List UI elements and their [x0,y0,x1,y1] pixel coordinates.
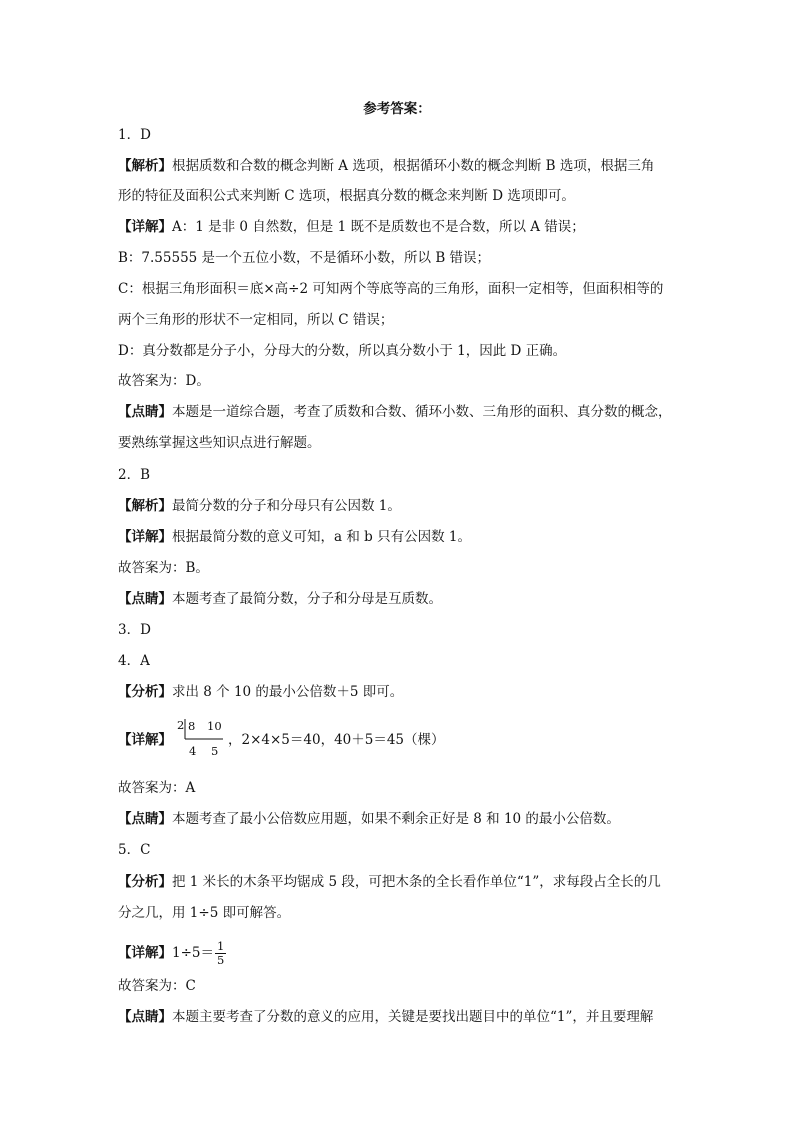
detail-text-b: B：7.55555 是一个五位小数，不是循环小数，所以 B 错误； [118,250,491,266]
answer-3-heading: 3．D [118,622,151,638]
detail-text-d: D：真分数都是分子小，分母大的分数，所以真分数小于 1，因此 D 正确。 [118,343,567,359]
answer-2-detail [118,528,688,546]
ladder-top-left: 8 [188,719,196,733]
answer-2-comment [118,590,688,608]
detail-text: A：1 是非 0 自然数，但是 1 既不是质数也不是合数，所以 A 错误； [172,219,585,235]
detail-text-c: C：根据三角形面积＝底×高÷2 可知两个等底等高的三角形，面积一定相等，但面积相等的 [118,281,664,297]
answer-1-result: 故答案为：D。 [118,373,210,389]
answer-4-result: 故答案为：A [118,780,196,796]
fraction [215,940,226,967]
label-jiexi: 【解析】 [118,498,172,514]
answer-5-result: 故答案为：C [118,978,196,994]
comment-text: 本题主要考查了分数的意义的应用，关键是要找出题目中的单位“1”，并且要理解 [172,1009,654,1025]
answer-1-heading: 1．D [118,127,151,143]
label-xiangjie: 【详解】 [118,732,172,748]
detail-text-c-cont: 两个三角形的形状不一定相同，所以 C 错误； [118,312,394,328]
answer-5-detail [118,940,688,967]
ladder-bottom-left: 4 [189,744,197,758]
answer-4-heading: 4．A [118,653,150,669]
analysis-text: 根据质数和合数的概念判断 A 选项，根据循环小数的概念判断 B 选项，根据三角 [172,158,655,174]
answer-5-comment [118,1008,688,1026]
page-title: 参考答案： [363,101,431,117]
ladder-bottom-right: 5 [211,744,219,758]
short-division-ladder [175,716,225,760]
comment-text: 本题是一道综合题，考查了质数和合数、循环小数、三角形的面积、真分数的概念， [172,404,672,420]
label-fenxi: 【分析】 [118,874,172,890]
label-fenxi: 【分析】 [118,684,172,700]
label-xiangjie: 【详解】 [118,945,172,961]
label-dianjing: 【点睛】 [118,591,172,607]
answer-2-analysis [118,497,688,515]
analysis-text: 把 1 米长的木条平均锯成 5 段，可把木条的全长看作单位“1”，求每段占全长的几 [172,874,661,890]
label-dianjing: 【点睛】 [118,811,172,827]
answer-5-heading: 5．C [118,842,151,858]
comment-text: 本题考查了最小公倍数应用题，如果不剩余正好是 8 和 10 的最小公倍数。 [172,811,620,827]
label-dianjing: 【点睛】 [118,1009,172,1025]
analysis-text: 求出 8 个 10 的最小公倍数＋5 即可。 [172,684,404,700]
answer-1-analysis [118,157,688,175]
label-xiangjie: 【详解】 [118,529,172,545]
fraction-numerator: 1 [217,939,225,953]
answer-4-comment [118,810,688,828]
ladder-divisor: 2 [177,718,185,732]
comment-text: 本题考查了最简分数，分子和分母是互质数。 [172,591,442,607]
answer-2-result: 故答案为：B。 [118,560,209,576]
label-jiexi: 【解析】 [118,158,172,174]
detail-text: 1÷5＝ [172,945,214,961]
answer-5-analysis [118,873,688,891]
label-dianjing: 【点睛】 [118,404,172,420]
label-xiangjie: 【详解】 [118,219,172,235]
answer-1-comment [118,403,688,421]
analysis-text: 最简分数的分子和分母只有公因数 1。 [172,498,401,514]
detail-text: 根据最简分数的意义可知，a 和 b 只有公因数 1。 [172,529,471,545]
fraction-denominator: 5 [217,953,225,967]
detail-text: ，2×4×5＝40，40＋5＝45（棵） [228,732,445,748]
answer-2-heading: 2．B [118,467,151,483]
answer-1-detail [118,218,688,236]
analysis-text-cont: 形的特征及面积公式来判断 C 选项，根据真分数的概念来判断 D 选项即可。 [118,188,575,204]
answer-4-analysis [118,683,688,701]
analysis-text-cont: 分之几，用 1÷5 即可解答。 [118,905,291,921]
ladder-top-right: 10 [207,719,222,733]
comment-text-cont: 要熟练掌握这些知识点进行解题。 [118,435,321,451]
